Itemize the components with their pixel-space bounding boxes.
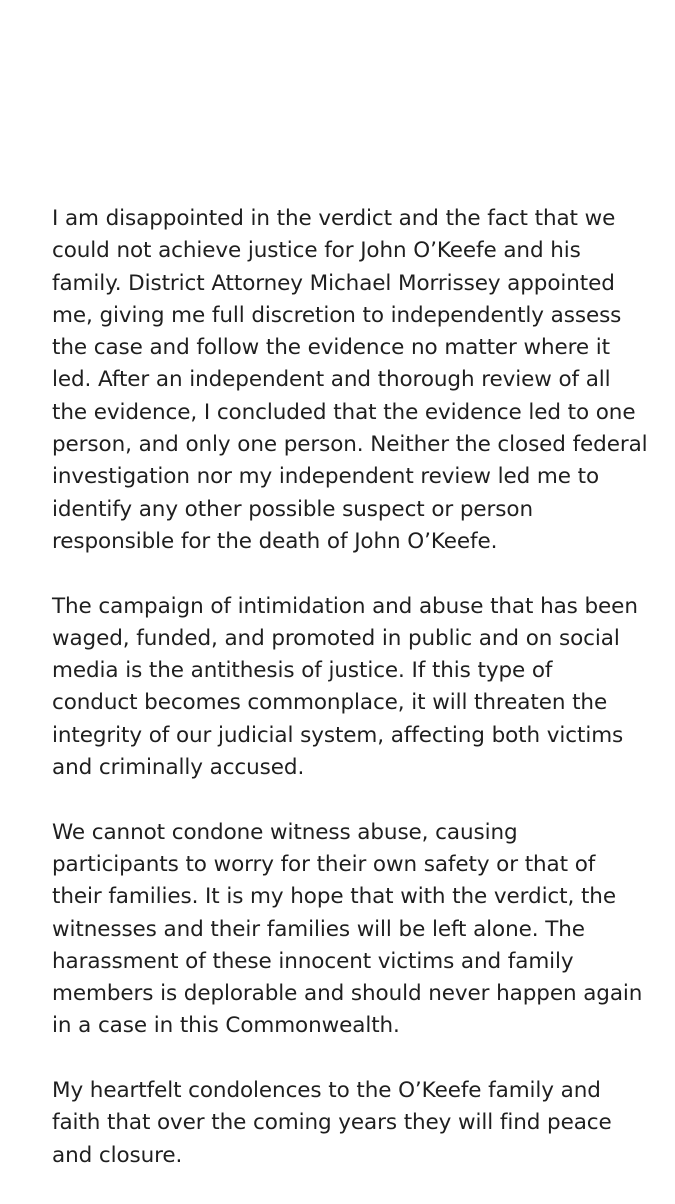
text-line: conduct becomes commonplace, it will threaten the <box>52 690 608 716</box>
text-line: The campaign of intimidation and abuse that has been <box>52 593 638 619</box>
text-line: We cannot condone witness abuse, causing <box>52 819 518 845</box>
text-line: and criminally accused. <box>52 755 305 781</box>
text-line: members is deplorable and should never happen again <box>52 981 643 1007</box>
paragraph-condolences <box>52 1075 652 1172</box>
text-line: me, giving me full discretion to independently assess <box>52 302 622 328</box>
text-line: the case and follow the evidence no matter where it <box>52 335 610 361</box>
text-line: responsible for the death of John O’Keefe. <box>52 528 498 554</box>
paragraph-witness-abuse <box>52 817 652 1043</box>
text-line: integrity of our judicial system, affecting both victims <box>52 722 624 748</box>
paragraph-intimidation <box>52 591 652 785</box>
text-line: identify any other possible suspect or person <box>52 496 533 522</box>
text-line: person, and only one person. Neither the closed federal <box>52 432 648 458</box>
text-line: the evidence, I concluded that the evidence led to one <box>52 399 636 425</box>
text-line: participants to worry for their own safety or that of <box>52 851 596 877</box>
text-line: I am disappointed in the verdict and the fact that we <box>52 206 616 231</box>
text-line: and closure. <box>52 1142 183 1168</box>
text-line: their families. It is my hope that with the verdict, the <box>52 884 616 910</box>
paragraph-verdict <box>52 203 652 558</box>
text-line: investigation nor my independent review led me to <box>52 464 600 490</box>
text-line: led. After an independent and thorough review of all <box>52 367 611 393</box>
text-line: harassment of these innocent victims and family <box>52 948 574 974</box>
text-line: faith that over the coming years they will find peace <box>52 1110 612 1136</box>
text-line: My heartfelt condolences to the O’Keefe family and <box>52 1078 601 1104</box>
text-line: in a case in this Commonwealth. <box>52 1013 400 1039</box>
text-line: family. District Attorney Michael Morrissey appointed <box>52 270 615 296</box>
text-line: media is the antithesis of justice. If this type of <box>52 658 553 684</box>
text-line: could not achieve justice for John O’Keefe and his <box>52 238 581 264</box>
text-line: witnesses and their families will be left alone. The <box>52 916 585 942</box>
statement-body <box>52 203 652 1204</box>
text-line: waged, funded, and promoted in public and on social <box>52 625 620 651</box>
